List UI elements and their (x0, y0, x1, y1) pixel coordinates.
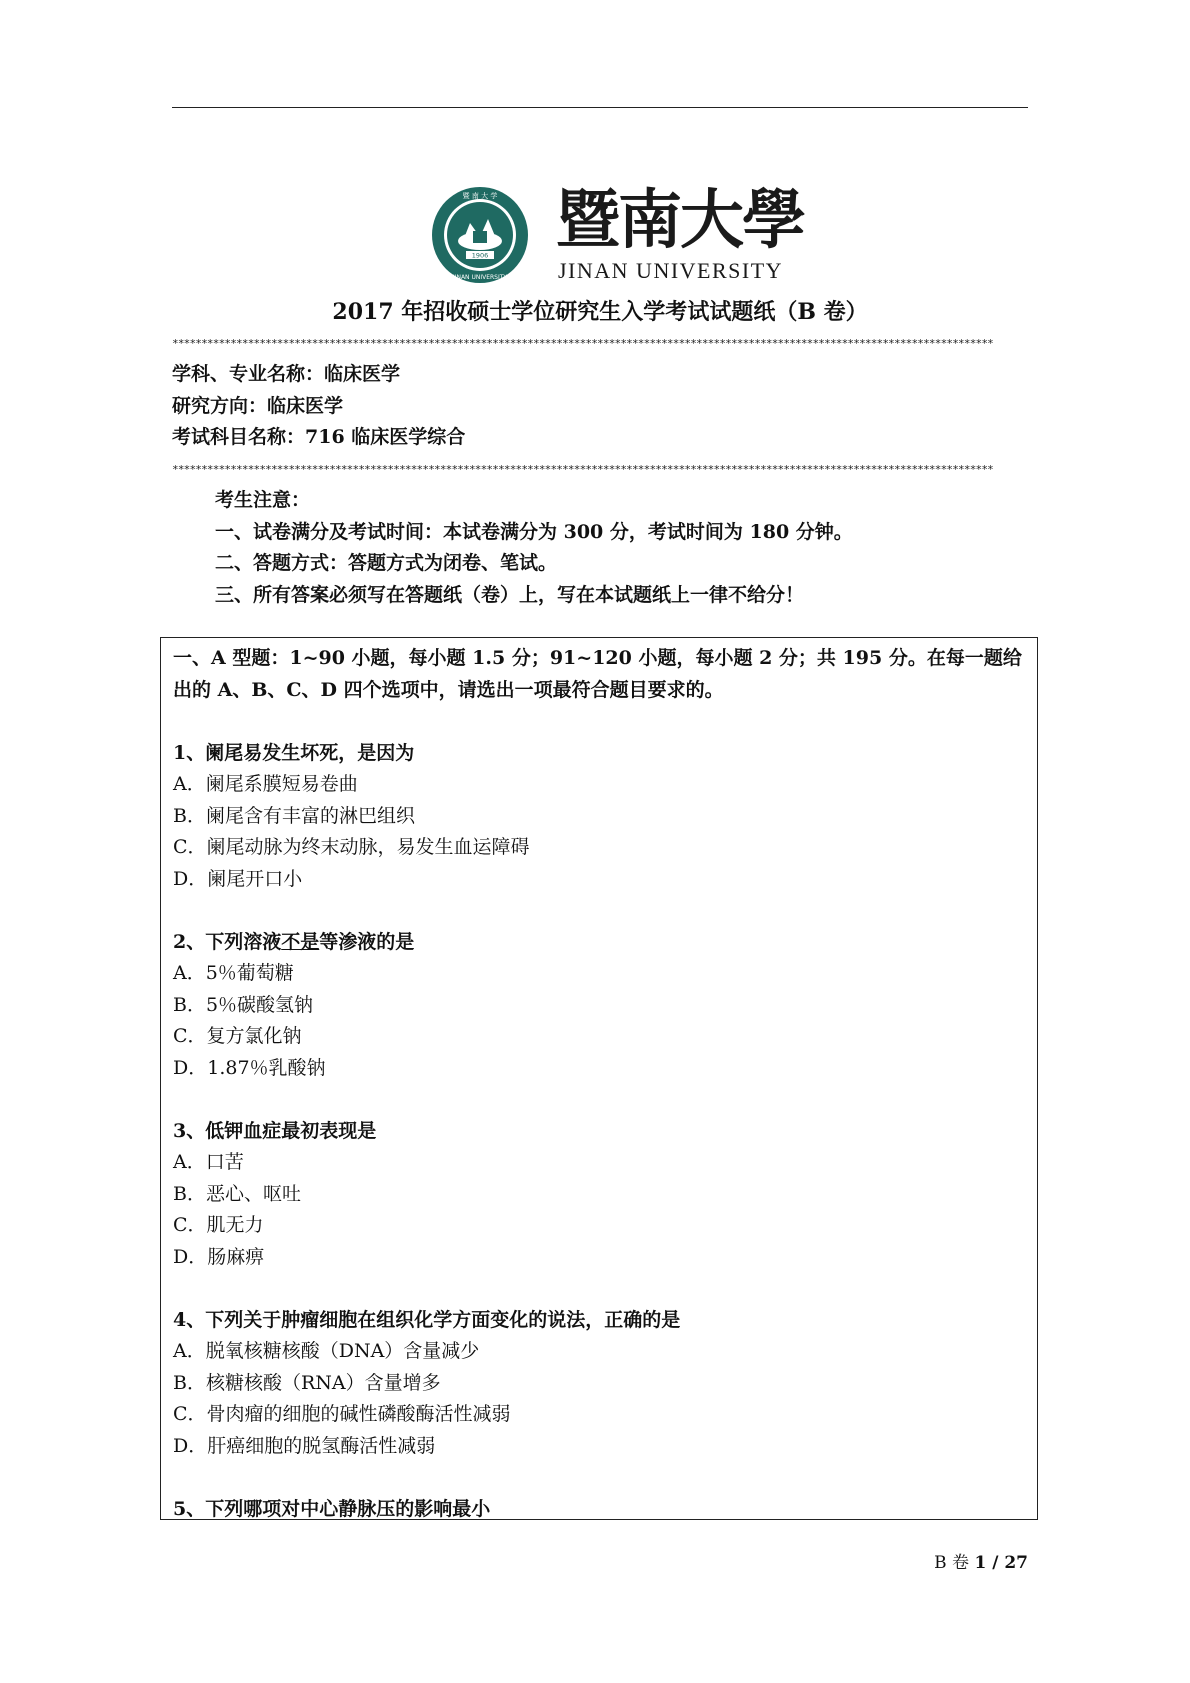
exam-info (172, 359, 1028, 454)
university-logo (430, 183, 804, 288)
university-name-en: JINAN UNIVERSITY (558, 258, 784, 283)
option: D．肠麻痹 (173, 1245, 265, 1268)
question-title-part: 2、下列溶液 (173, 930, 282, 953)
option: B．核糖核酸（RNA）含量增多 (173, 1371, 441, 1394)
question-title-part: 等渗液的是 (319, 930, 415, 953)
question-5 (173, 1494, 1029, 1521)
option: C．骨肉瘤的细胞的碱性磷酸酶活性减弱 (173, 1403, 511, 1425)
header-rule (172, 107, 1028, 108)
option: D．肝癌细胞的脱氢酶活性减弱 (173, 1434, 436, 1457)
option: B．5％碳酸氢钠 (173, 993, 314, 1016)
question-title: 1、阑尾易发生坏死，是因为 (173, 741, 415, 764)
document-title: 2017 年招收硕士学位研究生入学考试试题纸（B 卷） (332, 299, 868, 325)
section-heading: 一、A 型题：1~90 小题，每小题 1.5 分；91~120 小题，每小题 2 分；共 195 分。在每一题给出的 A、B、C、D 四个选项中，请选出一项最符合题目要求的。 (173, 647, 1022, 701)
question-2 (173, 927, 1029, 1085)
university-name-cn: 暨南大學 (556, 183, 804, 258)
option: C．肌无力 (173, 1214, 264, 1236)
svg-text:JINAN UNIVERSITY: JINAN UNIVERSITY (452, 274, 508, 281)
option: A．5％葡萄糖 (173, 962, 294, 984)
exam-subject-name: 考试科目名称：716 临床医学综合 (172, 426, 466, 448)
option: A．脱氧核糖核酸（DNA）含量减少 (173, 1340, 480, 1362)
question-title (173, 927, 1029, 959)
research-direction: 研究方向：临床医学 (172, 394, 344, 417)
option: D．阑尾开口小 (173, 867, 303, 890)
notice-item: 二、答题方式：答题方式为闭卷、笔试。 (215, 552, 558, 574)
option: C．阑尾动脉为终末动脉，易发生血运障碍 (173, 836, 530, 858)
notice-item: 一、试卷满分及考试时间：本试卷满分为 300 分，考试时间为 180 分钟。 (215, 520, 853, 543)
question-title: 4、下列关于肿瘤细胞在组织化学方面变化的说法，正确的是 (173, 1308, 681, 1331)
question-title: 3、低钾血症最初表现是 (173, 1119, 377, 1142)
option: C．复方氯化钠 (173, 1025, 302, 1047)
question-title-emphasis: 不是 (281, 930, 320, 953)
subject-name: 学科、专业名称：临床医学 (172, 363, 401, 385)
option: B．阑尾含有丰富的淋巴组织 (173, 804, 415, 827)
page-footer (780, 1551, 1028, 1575)
question-title: 5、下列哪项对中心静脉压的影响最小 (173, 1497, 491, 1520)
option: A．阑尾系膜短易卷曲 (173, 773, 358, 795)
notice-item: 三、所有答案必须写在答题纸（卷）上，写在本试题纸上一律不给分！ (215, 583, 805, 606)
svg-text:1906: 1906 (471, 251, 489, 260)
option: B．恶心、呕吐 (173, 1182, 301, 1205)
option: D．1.87％乳酸钠 (173, 1056, 326, 1079)
separator-top: ********************************************************************************************************************************************* (172, 337, 993, 350)
separator-bottom: ********************************************************************************************************************************************* (172, 463, 993, 476)
question-4 (173, 1305, 1029, 1463)
page-number: 1 / 27 (974, 1553, 1028, 1573)
paper-label: B 卷 (934, 1553, 970, 1573)
university-seal-icon (430, 185, 530, 285)
candidate-notice (215, 485, 1028, 611)
question-1 (173, 738, 1029, 896)
question-3 (173, 1116, 1029, 1274)
svg-text:暨 南 大 学: 暨 南 大 学 (462, 192, 498, 200)
question-box (160, 637, 1038, 1520)
university-wordmark (556, 183, 804, 287)
notice-heading: 考生注意： (215, 489, 311, 511)
option: A．口苦 (173, 1151, 244, 1173)
